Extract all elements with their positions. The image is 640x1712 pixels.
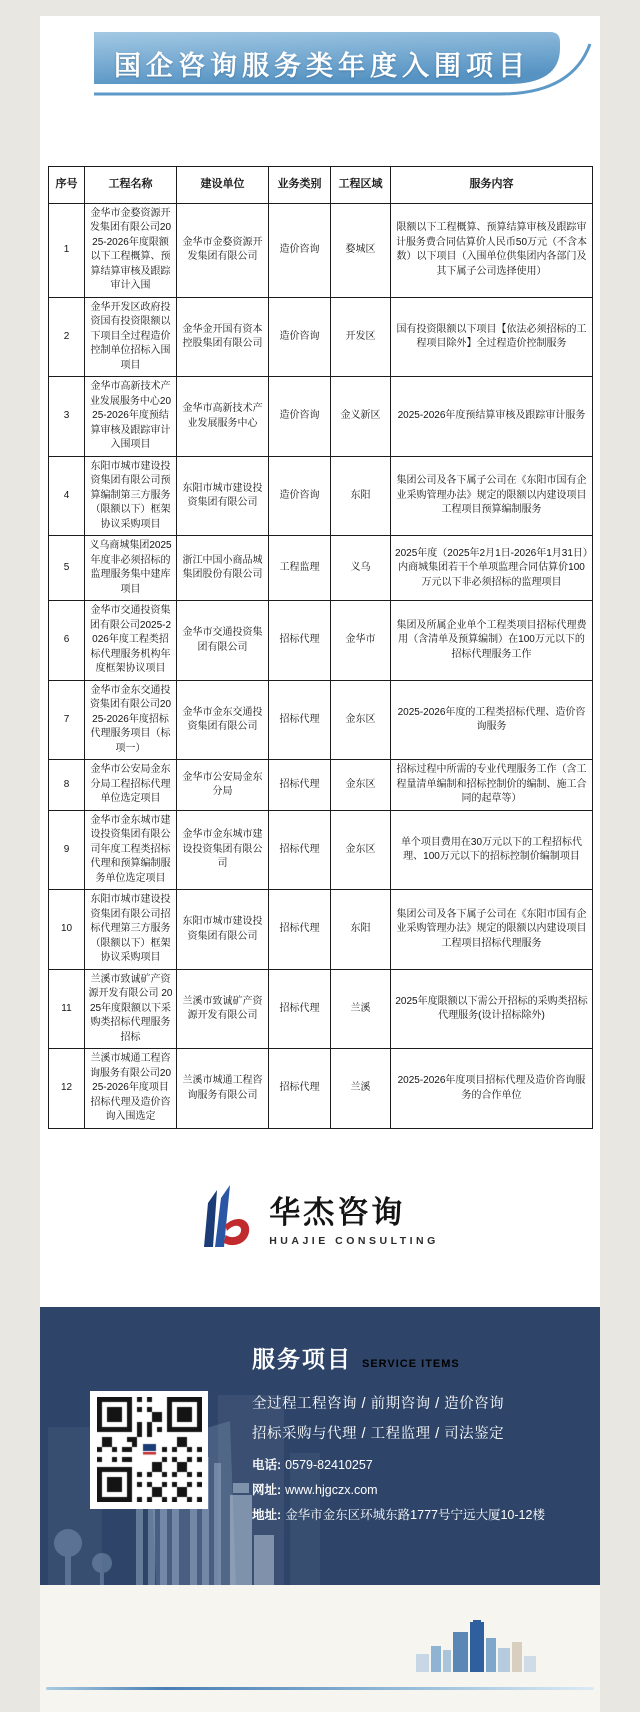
table-cell-index: 4 <box>49 456 85 536</box>
table-cell-service: 限额以下工程概算、预算结算审核及跟踪审计服务费合同估算价人民币50万元（不含本数）以下项目（入围单位供集团内各部门及其下属子公司选择使用） <box>391 203 593 297</box>
contact-info <box>252 1453 545 1528</box>
column-header-service: 服务内容 <box>391 167 593 204</box>
table-cell-region: 东阳 <box>331 456 391 536</box>
table-body <box>49 203 593 1128</box>
service-subtitle: SERVICE ITEMS <box>362 1357 460 1370</box>
table-cell-project-name: 金华市金婺资源开发集团有限公司2025-2026年度限额以下工程概算、预算结算审核及跟踪审计入围 <box>85 203 177 297</box>
contact-phone <box>252 1453 545 1478</box>
table-cell-category: 工程监理 <box>269 536 331 601</box>
phone-label: 电话: <box>252 1457 282 1472</box>
table-cell-owner: 金华市公安局金东分局 <box>177 760 269 811</box>
table-row <box>49 203 593 297</box>
table-cell-index: 2 <box>49 297 85 377</box>
table-cell-project-name: 金华市公安局金东分局工程招标代理单位选定项目 <box>85 760 177 811</box>
table-cell-category: 造价咨询 <box>269 456 331 536</box>
table-cell-project-name: 兰溪市致诚矿产资源开发有限公司 2025年度限额以下采购类招标代理服务招标 <box>85 969 177 1049</box>
column-header-category: 业务类别 <box>269 167 331 204</box>
table-cell-project-name: 金华市金东交通投资集团有限公司2025-2026年度招标代理服务项目（标项一） <box>85 680 177 760</box>
table-row <box>49 456 593 536</box>
table-cell-index: 1 <box>49 203 85 297</box>
table-cell-service: 2025-2026年度项目招标代理及造价咨询服务的合作单位 <box>391 1049 593 1129</box>
table-cell-owner: 东阳市城市建设投资集团有限公司 <box>177 456 269 536</box>
projects-table <box>48 166 593 1129</box>
footer-area <box>40 1585 600 1712</box>
table-cell-region: 婺城区 <box>331 203 391 297</box>
table-row <box>49 377 593 457</box>
table-cell-region: 东阳 <box>331 890 391 970</box>
table-cell-owner: 金华市交通投资集团有限公司 <box>177 601 269 681</box>
table-cell-category: 造价咨询 <box>269 203 331 297</box>
website-label: 网址: <box>252 1482 282 1497</box>
column-header-region: 工程区域 <box>331 167 391 204</box>
table-cell-owner: 金华市金婺资源开发集团有限公司 <box>177 203 269 297</box>
table-cell-category: 招标代理 <box>269 810 331 890</box>
table-cell-project-name: 东阳市城市建设投资集团有限公司预算编制第三方服务（限额以下）框架协议采购项目 <box>85 456 177 536</box>
table-row <box>49 297 593 377</box>
table-cell-category: 招标代理 <box>269 890 331 970</box>
table-cell-service: 国有投资限额以下项目【依法必须招标的工程项目除外】全过程造价控制服务 <box>391 297 593 377</box>
logo <box>40 1183 600 1251</box>
table-cell-owner: 金华市高新技术产业发展服务中心 <box>177 377 269 457</box>
table-cell-index: 12 <box>49 1049 85 1129</box>
content-card <box>40 16 600 1712</box>
page-title: 国企咨询服务类年度入围项目 <box>114 50 530 81</box>
table-cell-category: 造价咨询 <box>269 377 331 457</box>
table-cell-category: 招标代理 <box>269 601 331 681</box>
service-line-2: 招标采购与代理 / 工程监理 / 司法鉴定 <box>252 1425 505 1442</box>
column-header-owner: 建设单位 <box>177 167 269 204</box>
huajie-logo-icon <box>201 1183 255 1251</box>
table-cell-index: 11 <box>49 969 85 1049</box>
table-cell-category: 招标代理 <box>269 969 331 1049</box>
table-cell-owner: 浙江中国小商品城集团股份有限公司 <box>177 536 269 601</box>
table-row <box>49 810 593 890</box>
table-cell-project-name: 金华市交通投资集团有限公司2025-2026年度工程类招标代理服务机构年度框架协议项目 <box>85 601 177 681</box>
table-cell-owner: 兰溪市致诚矿产资源开发有限公司 <box>177 969 269 1049</box>
table-row <box>49 969 593 1049</box>
table-cell-index: 8 <box>49 760 85 811</box>
table-cell-project-name: 金华市金东城市建设投资集团有限公司年度工程类招标代理和预算编制服务单位选定项目 <box>85 810 177 890</box>
table-cell-project-name: 兰溪市城通工程咨询服务有限公司2025-2026年度项目招标代理及造价咨询入围选定 <box>85 1049 177 1129</box>
website-value: www.hjgczx.com <box>285 1482 378 1497</box>
column-header-index: 序号 <box>49 167 85 204</box>
table-cell-index: 7 <box>49 680 85 760</box>
skyline-icon <box>416 1620 538 1672</box>
table-cell-region: 金华市 <box>331 601 391 681</box>
table-cell-owner: 东阳市城市建设投资集团有限公司 <box>177 890 269 970</box>
service-title: 服务项目 <box>252 1345 352 1372</box>
service-section <box>40 1307 600 1585</box>
table-cell-project-name: 义乌商城集团2025年度非必须招标的监理服务集中建库项目 <box>85 536 177 601</box>
table-cell-service: 2025年度（2025年2月1日-2026年1月31日）内商城集团若干个单项监理合同估算价100万元以下非必须招标的监理项目 <box>391 536 593 601</box>
address-value: 金华市金东区环城东路1777号宁远大厦10-12楼 <box>285 1507 545 1522</box>
table-cell-category: 造价咨询 <box>269 297 331 377</box>
logo-name-en: HUAJIE CONSULTING <box>269 1234 439 1247</box>
table-cell-category: 招标代理 <box>269 1049 331 1129</box>
table-cell-category: 招标代理 <box>269 760 331 811</box>
table-cell-service: 单个项目费用在30万元以下的工程招标代理、100万元以下的招标控制价编制项目 <box>391 810 593 890</box>
table-cell-owner: 兰溪市城通工程咨询服务有限公司 <box>177 1049 269 1129</box>
table-cell-index: 5 <box>49 536 85 601</box>
column-header-project-name: 工程名称 <box>85 167 177 204</box>
table-row <box>49 890 593 970</box>
phone-value: 0579-82410257 <box>285 1457 373 1472</box>
qr-code <box>90 1391 208 1509</box>
contact-website <box>252 1478 545 1503</box>
table-cell-service: 招标过程中所需的专业代理服务工作（含工程量清单编制和招标控制价的编制、施工合同的起草等） <box>391 760 593 811</box>
table-cell-project-name: 金华开发区政府投资国有投资限额以下项目全过程造价控制单位招标入围项目 <box>85 297 177 377</box>
table-cell-service: 集团及所属企业单个工程类项目招标代理费用（含清单及预算编制）在100万元以下的招标代理服务工作 <box>391 601 593 681</box>
contact-address <box>252 1503 545 1528</box>
footer-divider <box>46 1687 594 1690</box>
table-cell-region: 义乌 <box>331 536 391 601</box>
projects-table-wrap <box>48 166 592 1129</box>
table-cell-region: 金东区 <box>331 810 391 890</box>
table-row <box>49 536 593 601</box>
address-label: 地址: <box>252 1507 282 1522</box>
table-header-row <box>49 167 593 204</box>
table-cell-region: 金义新区 <box>331 377 391 457</box>
table-cell-index: 9 <box>49 810 85 890</box>
table-cell-category: 招标代理 <box>269 680 331 760</box>
table-cell-region: 兰溪 <box>331 969 391 1049</box>
table-cell-service: 2025-2026年度预结算审核及跟踪审计服务 <box>391 377 593 457</box>
qr-canvas <box>97 1397 202 1502</box>
table-cell-project-name: 东阳市城市建设投资集团有限公司招标代理第三方服务（限额以下）框架协议采购项目 <box>85 890 177 970</box>
table-cell-project-name: 金华市高新技术产业发展服务中心2025-2026年度预结算审核及跟踪审计入围项目 <box>85 377 177 457</box>
table-cell-region: 金东区 <box>331 680 391 760</box>
table-cell-service: 2025年度限额以下需公开招标的采购类招标代理服务(设计招标除外) <box>391 969 593 1049</box>
table-cell-owner: 金华市金东交通投资集团有限公司 <box>177 680 269 760</box>
table-cell-index: 10 <box>49 890 85 970</box>
table-row <box>49 601 593 681</box>
table-cell-index: 6 <box>49 601 85 681</box>
table-cell-region: 金东区 <box>331 760 391 811</box>
table-cell-region: 兰溪 <box>331 1049 391 1129</box>
table-cell-service: 2025-2026年度的工程类招标代理、造价咨询服务 <box>391 680 593 760</box>
table-row <box>49 1049 593 1129</box>
table-cell-index: 3 <box>49 377 85 457</box>
table-cell-owner: 金华金开国有资本控股集团有限公司 <box>177 297 269 377</box>
table-cell-service: 集团公司及各下属子公司在《东阳市国有企业采购管理办法》规定的限额以内建设项目工程项目招标代理服务 <box>391 890 593 970</box>
service-line-1: 全过程工程咨询 / 前期咨询 / 造价咨询 <box>252 1395 505 1412</box>
table-row <box>49 680 593 760</box>
title-banner <box>40 28 600 128</box>
logo-name-cn: 华杰咨询 <box>269 1194 406 1230</box>
table-header <box>49 167 593 204</box>
table-cell-service: 集团公司及各下属子公司在《东阳市国有企业采购管理办法》规定的限额以内建设项目工程项目预算编制服务 <box>391 456 593 536</box>
table-row <box>49 760 593 811</box>
table-cell-owner: 金华市金东城市建设投资集团有限公司 <box>177 810 269 890</box>
table-cell-region: 开发区 <box>331 297 391 377</box>
